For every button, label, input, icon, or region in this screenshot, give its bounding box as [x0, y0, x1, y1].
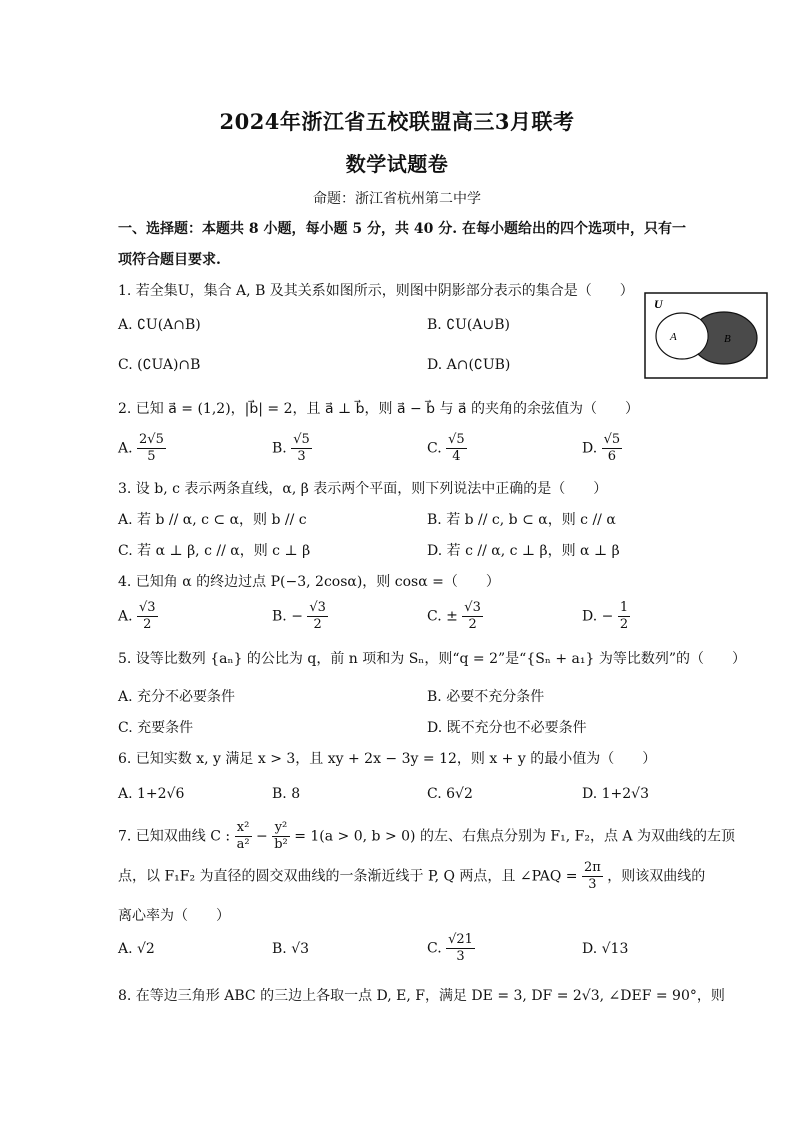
q2-option-c: C. $\frac{√5}{4}$ — [427, 432, 465, 464]
q3-option-c: C. 若 α ⊥ β, c // α，则 c ⊥ β — [118, 543, 311, 559]
section-heading-line2: 项符合题目要求. — [118, 252, 221, 268]
q5-stem: 5. 设等比数列 {aₙ} 的公比为 q，前 n 项和为 Sₙ，则“q = 2”是“{Sₙ + a₁} 为等比数列”的（ ） — [118, 651, 746, 667]
q5-option-b: B. 必要不充分条件 — [427, 689, 545, 705]
q2-option-d: D. $\frac{√5}{6}$ — [582, 432, 621, 464]
q6-option-c: C. 6√2 — [427, 786, 473, 802]
q1-option-a: A. ∁U(A∩B) — [118, 317, 201, 333]
q3-option-a: A. 若 b // α, c ⊂ α，则 b // c — [118, 512, 307, 528]
exam-title: 2024年浙江省五校联盟高三3月联考 — [219, 109, 575, 134]
q1-option-c: C. (∁UA)∩B — [118, 357, 201, 373]
q5-option-d: D. 既不充分也不必要条件 — [427, 720, 587, 736]
venn-label-u: U — [654, 297, 663, 311]
q1-option-d: D. A∩(∁UB) — [427, 357, 511, 373]
q6-option-d: D. 1+2√3 — [582, 786, 649, 802]
q4-option-a: A. $\frac{√3}{2}$ — [118, 600, 156, 632]
q2-option-b: B. $\frac{√5}{3}$ — [272, 432, 310, 464]
q7-stem-line2: 点，以 F₁F₂ 为直径的圆交双曲线的一条渐近线于 P, Q 两点，且 ∠PAQ = $\frac{2\pi}{3}$ ，则该双曲线的 — [118, 860, 706, 892]
q7-option-b: B. √3 — [272, 941, 310, 957]
q7-option-a: A. √2 — [118, 941, 155, 957]
venn-label-a: A — [670, 331, 677, 343]
q1-stem: 1. 若全集U，集合 A, B 及其关系如图所示，则图中阴影部分表示的集合是（ ） — [118, 283, 634, 299]
exam-author: 命题：浙江省杭州第二中学 — [313, 191, 481, 207]
venn-diagram — [644, 292, 768, 379]
q5-option-a: A. 充分不必要条件 — [118, 689, 236, 705]
q2-option-a: A. $\frac{2√5}{5}$ — [118, 432, 164, 464]
venn-label-b: B — [724, 333, 731, 345]
q7-option-d: D. √13 — [582, 941, 629, 957]
q7-stem-line1: 7. 已知双曲线 C : $\frac{\text{x²}}{\text{a²}}$ − $\frac{\text{y²}}{\text{b²}}$ = 1(a > 0, b > 0) 的左、右焦点分别为 F₁, F₂，点 A 为双曲线的左顶 — [118, 820, 735, 852]
q1-option-b: B. ∁U(A∪B) — [427, 317, 510, 333]
q8-stem: 8. 在等边三角形 ABC 的三边上各取一点 D, E, F，满足 DE = 3, DF = 2√3, ∠DEF = 90°，则 — [118, 988, 725, 1004]
q4-option-d: D. − $\frac{1}{2}$ — [582, 600, 629, 632]
q7-option-c: C. $\frac{√21}{3}$ — [427, 932, 473, 964]
exam-subtitle: 数学试题卷 — [345, 152, 449, 176]
q3-option-d: D. 若 c // α, c ⊥ β，则 α ⊥ β — [427, 543, 620, 559]
q6-option-a: A. 1+2√6 — [118, 786, 185, 802]
section-heading-line1: 一、选择题：本题共 8 小题，每小题 5 分，共 40 分. 在每小题给出的四个选项中，只有一 — [118, 221, 686, 237]
q4-option-c: C. ± $\frac{√3}{2}$ — [427, 600, 481, 632]
q5-option-c: C. 充要条件 — [118, 720, 194, 736]
q7-stem-line3: 离心率为（ ） — [118, 908, 230, 924]
q3-stem: 3. 设 b, c 表示两条直线，α, β 表示两个平面，则下列说法中正确的是（ ） — [118, 481, 608, 497]
q4-option-b: B. − $\frac{√3}{2}$ — [272, 600, 326, 632]
q2-stem: 2. 已知 a⃗ = (1,2)，|b⃗| = 2，且 a⃗ ⊥ b⃗，则 a⃗ − b⃗ 与 a⃗ 的夹角的余弦值为（ ） — [118, 401, 639, 417]
q3-option-b: B. 若 b // c, b ⊂ α，则 c // α — [427, 512, 616, 528]
q6-option-b: B. 8 — [272, 786, 301, 802]
q6-stem: 6. 已知实数 x, y 满足 x > 3，且 xy + 2x − 3y = 12，则 x + y 的最小值为（ ） — [118, 751, 657, 767]
q4-stem: 4. 已知角 α 的终边过点 P(−3, 2cosα)，则 cosα =（ ） — [118, 574, 500, 590]
